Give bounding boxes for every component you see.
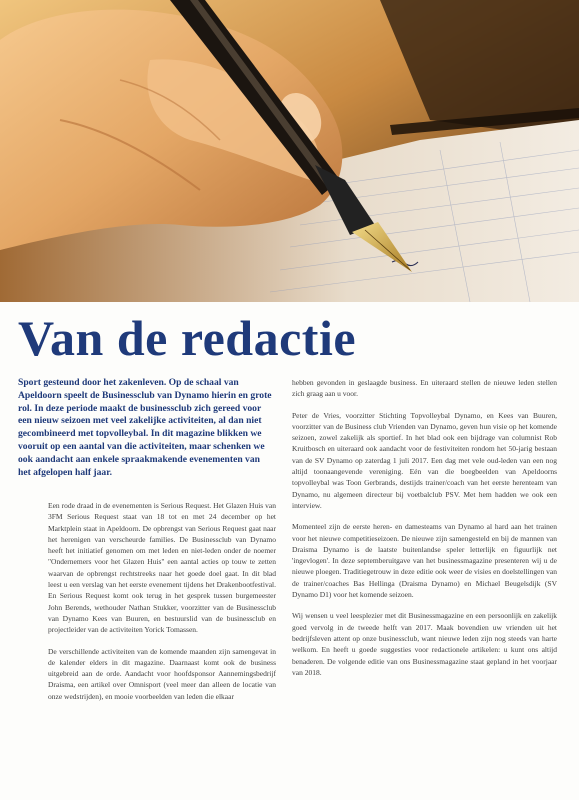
- body-paragraph: Wij wensen u veel leesplezier met dit Businessmagazine en een persoonlijk en zakelijk goed vervolg in de tweede helft van 2017. Maak bovendien uw vrienden uit het bedrijfsleven attent op onze businessclub, want nieuwe leden zijn nog steeds van harte welkom. En heeft u goede suggesties voor redactionele artikelen: u kunt ons altijd benaderen. De volgende editie van ons Businessmagazine staat gepland in het voorjaar van 2018.: [292, 611, 557, 677]
- body-paragraph: Momenteel zijn de eerste heren- en damesteams van Dynamo al hard aan het trainen voor het nieuwe competitieseizoen. De nieuwe zijn samengesteld en bij de mannen van Draisma Dynamo is de laatste buitenlandse speler letterlijk en figuurlijk net 'ingevlogen'. In deze septemberuitgave van het businessmagazine presenteren wij u de nieuwe ploegen. Traditiegetrouw in deze editie ook weer de visies en doelstellingen van de trainer/coaches Bas Hellinga (Draisma Dynamo) en Michael Beugelsdijk (SV Dynamo D1) voor het komende seizoen.: [292, 522, 557, 600]
- intro-paragraph: Sport gesteund door het zakenleven. Op de schaal van Apeldoorn speelt de Businessclub van Dynamo hierin en grote rol. In deze periode maakt de businessclub zich gereed voor een nieuw seizoen met veel zakelijke activiteiten, al dan niet gecombineerd met topvolleybal. In dit magazine blikken we vooruit op een aantal van die activiteiten, maar schenken we ook aandacht aan enkele spraakmakende evenementen van het afgelopen half jaar.: [18, 377, 272, 478]
- right-column: [292, 377, 557, 688]
- body-paragraph: Peter de Vries, voorzitter Stichting Topvolleybal Dynamo, en Kees van Buuren, voorzitter van de Business club Vrienden van Dynamo, geven hun visie op het komende seizoen, zowel zakelijk als sportief. In het blad ook een bijdrage van columnist Rob Kruitbosch en uiteraard ook aandacht voor de festiviteiten rondom het 50-jarig bestaan van de SV Dynamo op zaterdag 1 juli 2017. Een dag met vele oud-leden van een nog altijd toonaangevende vereniging. Eén van die boegbeelden van Apeldoorns topvolleybal was Toon Gerbrands, destijds trainer/coach van het eerste herenteam van Dynamo, nu algemeen directeur bij voetbalclub PSV. Met hem hadden we ook een interview.: [292, 410, 557, 510]
- hero-photo: [0, 0, 579, 302]
- body-paragraph: Een rode draad in de evenementen is Serious Request. Het Glazen Huis van 3FM Serious Request staat van 18 tot en met 24 december op het Marktplein staat in Apeldoorn. De opbrengst van Serious Request gaat naar het herenigen van verscheurde families. De Businessclub van Dynamo heeft het initiatief genomen om met leden en niet-leden onder de noemer "Ondernemers voor het Glazen Huis" een aantal acties op touw te zetten waarvan de opbrengst rechtstreeks naar het goede doel gaat. In dit blad leest u een verslag van het eerste evenement tijdens het Drakenbootfestival. En Serious Request komt ook terug in het gesprek tussen burgemeester John Berends, wethouder Nathan Stukker, voorzitter van de Businessclub van Dynamo Kees van Buuren, en bestuurslid van de businessclub en projectleider van de activiteiten Yorick Tomassen.: [48, 501, 276, 635]
- body-paragraph: hebben gevonden in geslaagde business. En uiteraard stellen de nieuwe leden stellen zich graag aan u voor.: [292, 378, 557, 399]
- body-paragraph: De verschillende activiteiten van de komende maanden zijn samengevat in de kalender elders in dit magazine. Daarnaast komt ook de business uitgebreid aan de orde. Aandacht voor hoofdsponsor Aannemingsbedrijf Draisma, een artikel over Omnisport (veel meer dan alleen de locatie van onze wedstrijden), en mooie voorbeelden van leden die elkaar: [48, 646, 276, 701]
- left-column: [48, 500, 276, 712]
- hand-writing-with-fountain-pen-image: [0, 0, 579, 302]
- page-title: Van de redactie: [18, 310, 357, 366]
